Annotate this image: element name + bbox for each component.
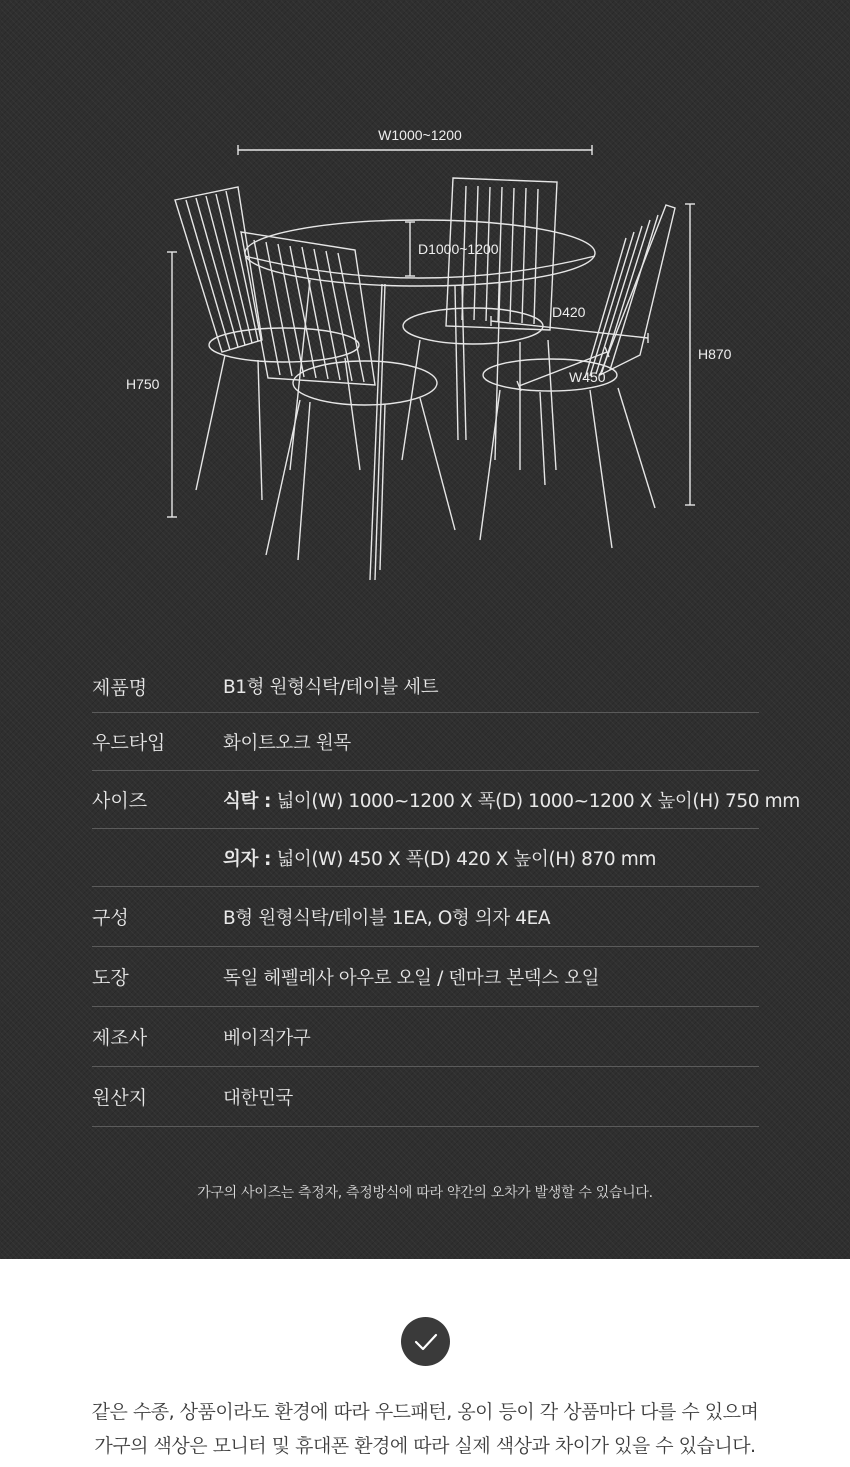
spec-row: [92, 887, 759, 947]
depth-dimension-line: [405, 222, 415, 276]
depth-label: D1000~1200: [418, 241, 499, 257]
spec-value: 화이트오크 원목: [223, 732, 351, 754]
spec-label: 사이즈: [92, 790, 148, 812]
spec-value: 넓이(W) 450 X 폭(D) 420 X 높이(H) 870 mm: [270, 848, 656, 870]
spec-row: [92, 660, 759, 713]
spec-value: B형 원형식탁/테이블 1EA, O형 의자 4EA: [223, 907, 551, 929]
spec-prefix: 식탁 :: [223, 790, 271, 812]
spec-row: [92, 947, 759, 1007]
spec-value: B1형 원형식탁/테이블 세트: [223, 677, 439, 698]
spec-row: [92, 1007, 759, 1067]
spec-value: 독일 헤펠레사 아우로 오일 / 덴마크 본덱스 오일: [223, 967, 600, 989]
spec-label: 우드타입: [92, 732, 166, 754]
spec-table: [92, 660, 800, 1127]
color-disclaimer: [0, 1395, 850, 1463]
spec-value: 넓이(W) 1000~1200 X 폭(D) 1000~1200 X 높이(H) 750 mm: [270, 790, 800, 812]
spec-value: 베이직가구: [223, 1027, 311, 1049]
spec-label: 구성: [92, 907, 129, 929]
chair-depth-label: D420: [552, 304, 586, 320]
furniture-dimension-drawing: [0, 0, 850, 620]
chair-height-label: H870: [698, 346, 732, 362]
spec-prefix: 의자 :: [223, 848, 271, 870]
spec-row: [92, 713, 759, 771]
spec-label: 도장: [92, 967, 129, 989]
table-height-dimension-line: [167, 252, 177, 517]
spec-value: 대한민국: [223, 1087, 293, 1109]
chair-width-label: W450: [569, 369, 606, 385]
table-height-label: H750: [126, 376, 160, 392]
width-dimension-line: [238, 145, 592, 155]
spec-label: 제조사: [92, 1027, 148, 1049]
disclaimer-line: 가구의 색상은 모니터 및 휴대폰 환경에 따라 실제 색상과 차이가 있을 수 있습니다.: [94, 1435, 756, 1457]
chair-height-dimension-line: [685, 204, 695, 505]
chair-depth-dimension-line: [491, 316, 648, 343]
size-tolerance-note: 가구의 사이즈는 측정자, 측정방식에 따라 약간의 오차가 발생할 수 있습니다.: [197, 1185, 653, 1201]
spec-row: [92, 829, 759, 887]
spec-row: [92, 771, 800, 829]
spec-label: 제품명: [92, 676, 148, 699]
disclaimer-line: 같은 수종, 상품이라도 환경에 따라 우드패턴, 옹이 등이 각 상품마다 다를 수 있으며: [91, 1401, 759, 1423]
spec-label: 원산지: [92, 1087, 148, 1109]
spec-row: [92, 1067, 759, 1127]
width-label: W1000~1200: [378, 127, 462, 143]
check-circle-icon: [401, 1317, 450, 1366]
